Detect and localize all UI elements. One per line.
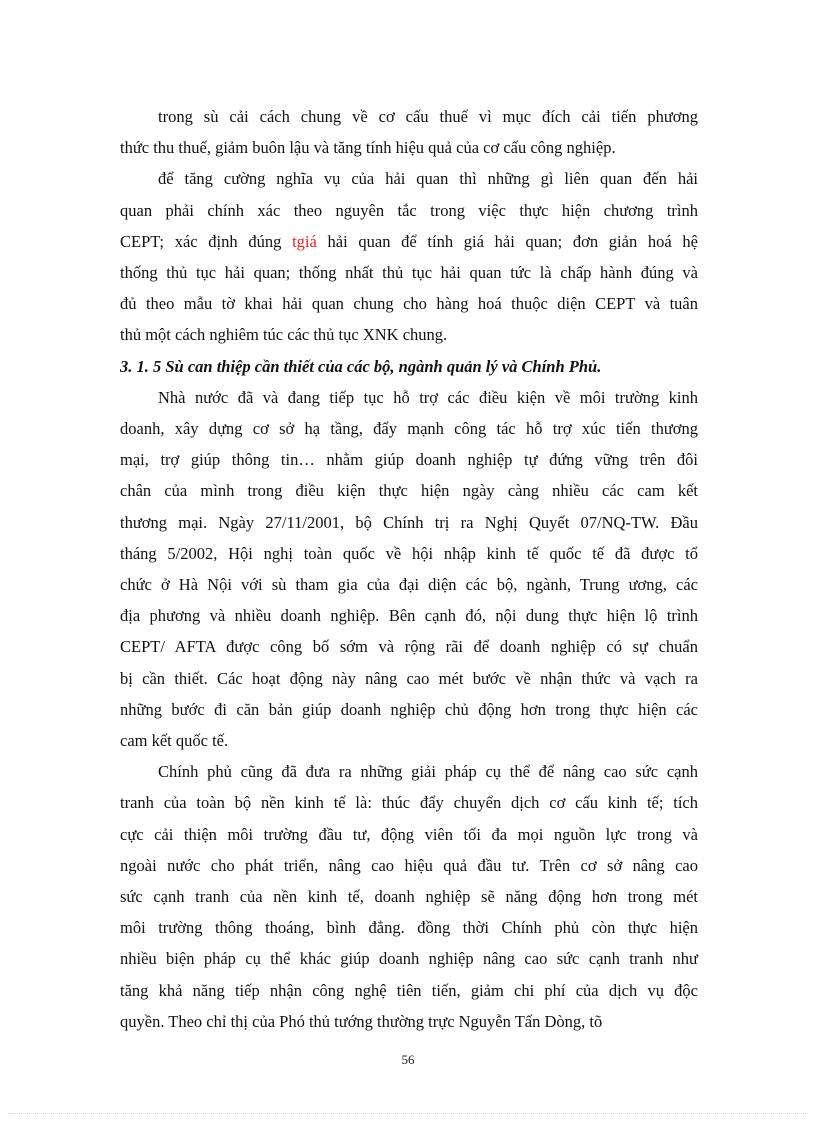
text-line: thức thu thuế, giảm buôn lậu và tăng tính hiệu quả của cơ cấu công nghiệp. (120, 138, 616, 158)
text-line: nhiều biện pháp cụ thể khác giúp doanh nghiệp nâng cao sức cạnh tranh như (120, 949, 698, 969)
text-line: những bước đi căn bản giúp doanh nghiệp chủ động hơn trong thực hiện các (120, 699, 698, 719)
paragraph-2 (120, 163, 698, 350)
text-line: đủ theo mẫu tờ khai hải quan chung cho hàng hoá thuộc diện CEPT và tuân (120, 294, 698, 314)
text-line: quan phải chính xác theo nguyên tắc trong việc thực hiện chương trình (120, 200, 698, 220)
paragraph-1 (120, 101, 698, 163)
text-line: chân của mình trong điều kiện thực hiện ngày càng nhiều các cam kết (120, 481, 698, 501)
page-number: 56 (401, 1052, 415, 1067)
highlighted-word: tgiá (292, 231, 317, 251)
text-line: tranh của toàn bộ nền kinh tế là: thúc đẩy chuyển dịch cơ cấu kinh tế; tích (120, 793, 698, 813)
text-line: sức cạnh tranh của nền kinh tế, doanh nghiệp sẽ năng động hơn trong mét (120, 887, 698, 907)
text-line: quyền. Theo chỉ thị của Phó thủ tướng thường trực Nguyễn Tấn Dòng, tõ (120, 1011, 603, 1031)
text-line (120, 226, 698, 257)
text-line: Chính phủ cũng đã đưa ra những giải pháp cụ thể để nâng cao sức cạnh (158, 762, 698, 782)
text-segment: CEPT; xác định đúng (120, 231, 293, 251)
text-line: ngoài nước cho phát triển, nâng cao hiệu quả đầu tư. Trên cơ sở nâng cao (120, 855, 698, 875)
text-line: cam kết quốc tế. (120, 731, 229, 751)
page-body (120, 101, 698, 1037)
text-line: Nhà nước đã và đang tiếp tục hỗ trợ các điều kiện về môi trường kinh (158, 387, 698, 407)
text-line: chức ở Hà Nội với sù tham gia của đại diện các bộ, ngành, Trung ương, các (120, 575, 698, 595)
text-line: mại, trợ giúp thông tin… nhằm giúp doanh nghiệp tự đứng vững trên đôi (120, 450, 698, 470)
paragraph-4 (120, 756, 698, 1037)
text-line: cực cải thiện môi trường đầu tư, động viên tối đa mọi nguồn lực trong và (120, 824, 698, 844)
text-line: thủ một cách nghiêm túc các thủ tục XNK chung. (120, 325, 448, 345)
section-heading: 3. 1. 5 Sù can thiệp cần thiết của các bộ, ngành quản lý và Chính Phủ. (120, 356, 602, 376)
text-line: CEPT/ AFTA được công bố sớm và rộng rãi để doanh nghiệp có sự chuẩn (120, 637, 698, 657)
paragraph-3 (120, 382, 698, 756)
text-line: tháng 5/2002, Hội nghị toàn quốc về hội nhập kinh tế quốc tế đã được tổ (120, 543, 698, 563)
text-line: địa phương và nhiều doanh nghiệp. Bên cạnh đó, nội dung thực hiện lộ trình (120, 606, 698, 626)
text-segment: hải quan để tính giá hải quan; đơn giản hoá hệ (316, 231, 699, 251)
text-line: thống thủ tục hải quan; thống nhất thủ tục hải quan tức là chấp hành đúng và (120, 263, 698, 283)
text-line: môi trường thông thoáng, bình đẳng. đồng thời Chính phủ còn thực hiện (120, 918, 698, 938)
text-line: tăng khả năng tiếp nhận công nghệ tiên tiến, giảm chi phí của dịch vụ độc (120, 980, 698, 1000)
text-line: bị cần thiết. Các hoạt động này nâng cao mét bước về nhận thức và vạch ra (120, 668, 698, 688)
text-line: thương mại. Ngày 27/11/2001, bộ Chính trị ra Nghị Quyết 07/NQ-TW. Đầu (120, 512, 698, 532)
text-line: doanh, xây dựng cơ sở hạ tầng, đẩy mạnh công tác hỗ trợ xúc tiến thương (120, 419, 698, 439)
text-line: trong sù cải cách chung về cơ cấu thuế vì mục đích cải tiến phương (158, 107, 698, 126)
text-line: để tăng cường nghĩa vụ của hải quan thì những gì liên quan đến hải (158, 169, 698, 189)
page-bottom-divider (8, 1113, 808, 1114)
